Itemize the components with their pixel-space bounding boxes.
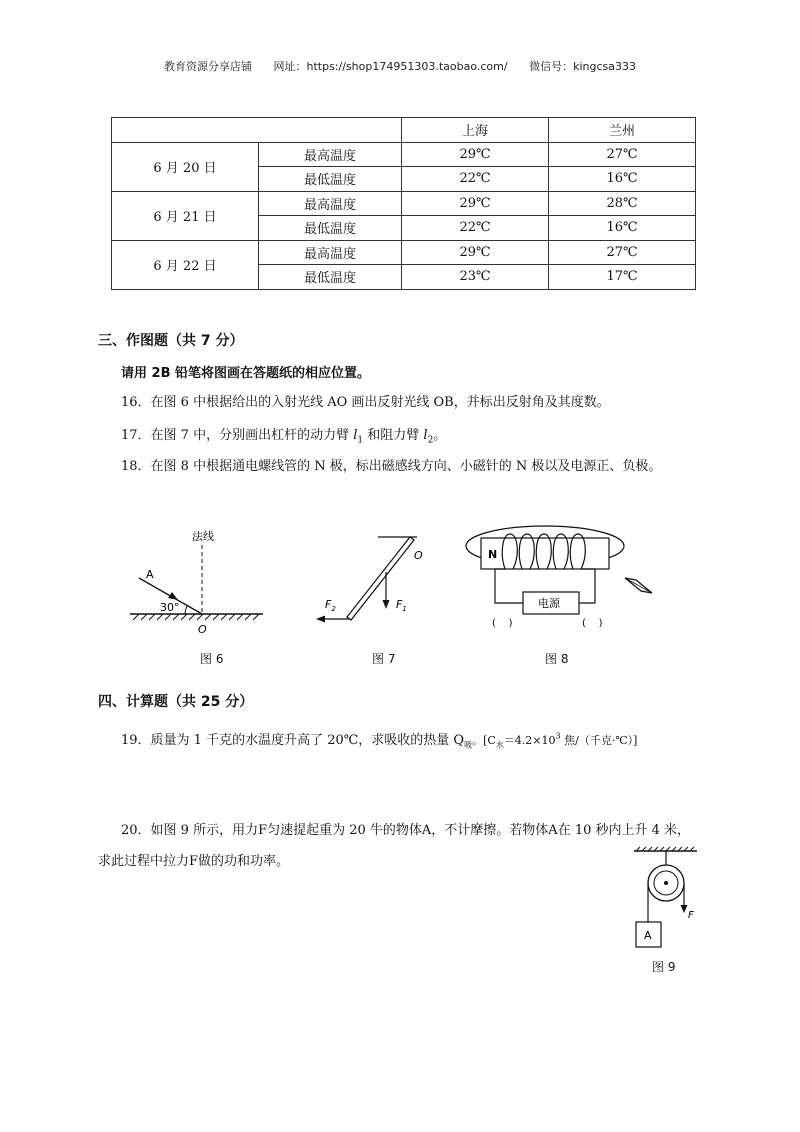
pivot-label: O: [414, 549, 423, 562]
normal-label: 法线: [192, 530, 214, 543]
q17-sub2: 2: [427, 435, 434, 446]
table-header-shanghai: 上海: [402, 118, 549, 143]
table-header-lanzhou: 兰州: [549, 118, 696, 143]
f1-sub: 1: [402, 605, 407, 613]
shop-name: 教育资源分享店铺: [164, 60, 252, 73]
temperature-table: [111, 117, 696, 290]
figure-6-diagram: [130, 529, 263, 636]
f1-letter: F: [396, 598, 403, 611]
value-cell: 29℃: [402, 240, 549, 265]
q19-unit: 焦/（千克·℃）]: [560, 734, 638, 747]
question-20-line-2: 求此过程中拉力F做的功和功率。: [98, 854, 290, 869]
question-16: 16．在图 6 中根据给出的入射光线 AO 画出反射光线 OB，并标出反射角及其度数。: [121, 395, 610, 410]
q17-prefix: 17．在图 7 中，分别画出杠杆的动力臂: [121, 428, 354, 443]
date-cell: 6 月 22 日: [112, 240, 259, 289]
value-cell: 16℃: [549, 167, 696, 192]
compass-needle-axis: [625, 578, 652, 593]
q19-formula: ＝4.2×10: [503, 734, 556, 747]
figure-7-diagram: [316, 537, 423, 623]
ray-arrowhead: [168, 592, 178, 600]
q19-mid: 。[C: [472, 734, 496, 747]
point-o-label: O: [198, 623, 207, 636]
value-cell: 29℃: [402, 191, 549, 216]
pulley-axle: [664, 881, 668, 885]
power-source-label: 电源: [538, 597, 560, 610]
q17-mid: 和阻力臂: [363, 428, 424, 443]
question-18: 18．在图 8 中根据通电螺线管的 N 极，标出磁感线方向、小磁针的 N 极以及电源正、负极。: [121, 459, 662, 474]
force-f-label: F: [688, 910, 694, 921]
block-a-label: A: [644, 929, 652, 942]
wechat-id: 微信号：kingcsa333: [529, 60, 636, 73]
row-label: 最高温度: [259, 191, 402, 216]
page-header: [0, 58, 800, 74]
value-cell: 29℃: [402, 142, 549, 167]
q17-sub1: 1: [357, 435, 364, 446]
f1-label: [396, 598, 407, 613]
f2-sub: 2: [331, 605, 336, 613]
question-17: [121, 424, 446, 446]
date-cell: 6 月 21 日: [112, 191, 259, 240]
q19-text: 19．质量为 1 千克的水温度升高了 20℃，求吸收的热量 Q: [121, 733, 465, 748]
right-polarity-blank: ( ): [582, 618, 603, 629]
table-row: [112, 240, 696, 265]
value-cell: 22℃: [402, 167, 549, 192]
question-19: [121, 729, 637, 751]
q17-end: 。: [433, 428, 447, 443]
q19-exponent: 3: [555, 731, 561, 741]
force-arrowhead: [681, 905, 688, 913]
row-label: 最低温度: [259, 216, 402, 241]
table-header-blank: [112, 118, 402, 143]
row-label: 最高温度: [259, 142, 402, 167]
figure-8-caption: 图 8: [545, 652, 569, 666]
value-cell: 17℃: [549, 265, 696, 290]
value-cell: 23℃: [402, 265, 549, 290]
f2-arrowhead: [316, 616, 325, 623]
figure-8-diagram: [466, 526, 652, 629]
angle-label: 30°: [160, 601, 180, 614]
section-title-calculation: 四、计算题（共 25 分）: [98, 694, 254, 710]
value-cell: 16℃: [549, 216, 696, 241]
f1-arrowhead: [383, 600, 390, 609]
table-header-row: [112, 118, 696, 143]
row-label: 最高温度: [259, 240, 402, 265]
value-cell: 27℃: [549, 142, 696, 167]
wire-right: [579, 569, 595, 603]
figure-9-caption: 图 9: [652, 960, 676, 974]
question-20-line-1: 20．如图 9 所示，用力F匀速提起重为 20 牛的物体A，不计摩擦。若物体A在 10 秒内上升 4 米，: [121, 823, 691, 838]
figure-7-caption: 图 7: [372, 652, 396, 666]
f2-label: [325, 598, 336, 613]
angle-arc: [185, 606, 188, 614]
date-cell: 6 月 20 日: [112, 142, 259, 191]
shop-url: 网址：https://shop174951303.taobao.com/: [273, 60, 508, 73]
row-label: 最低温度: [259, 167, 402, 192]
table-row: [112, 142, 696, 167]
figure-9-diagram: [620, 840, 700, 965]
q17-l2: l: [423, 428, 428, 443]
row-label: 最低温度: [259, 265, 402, 290]
q19-sub-absorb: 吸: [464, 740, 473, 750]
figure-6-caption: 图 6: [200, 652, 224, 666]
mirror-hatching: [133, 614, 259, 620]
q17-l1: l: [353, 428, 358, 443]
value-cell: 28℃: [549, 191, 696, 216]
q19-sub-water: 水: [495, 740, 504, 750]
value-cell: 27℃: [549, 240, 696, 265]
ray-label: A: [146, 568, 154, 581]
table-row: [112, 191, 696, 216]
f2-letter: F: [325, 598, 332, 611]
value-cell: 22℃: [402, 216, 549, 241]
section-title-drawing: 三、作图题（共 7 分）: [98, 333, 244, 349]
solenoid-core: [481, 538, 609, 569]
section-instruction: 请用 2B 铅笔将图画在答题纸的相应位置。: [121, 366, 371, 381]
left-polarity-blank: ( ): [492, 618, 513, 629]
wire-left: [495, 569, 523, 603]
figures-6-7-8: [0, 515, 800, 645]
pole-n-label: N: [488, 548, 498, 561]
